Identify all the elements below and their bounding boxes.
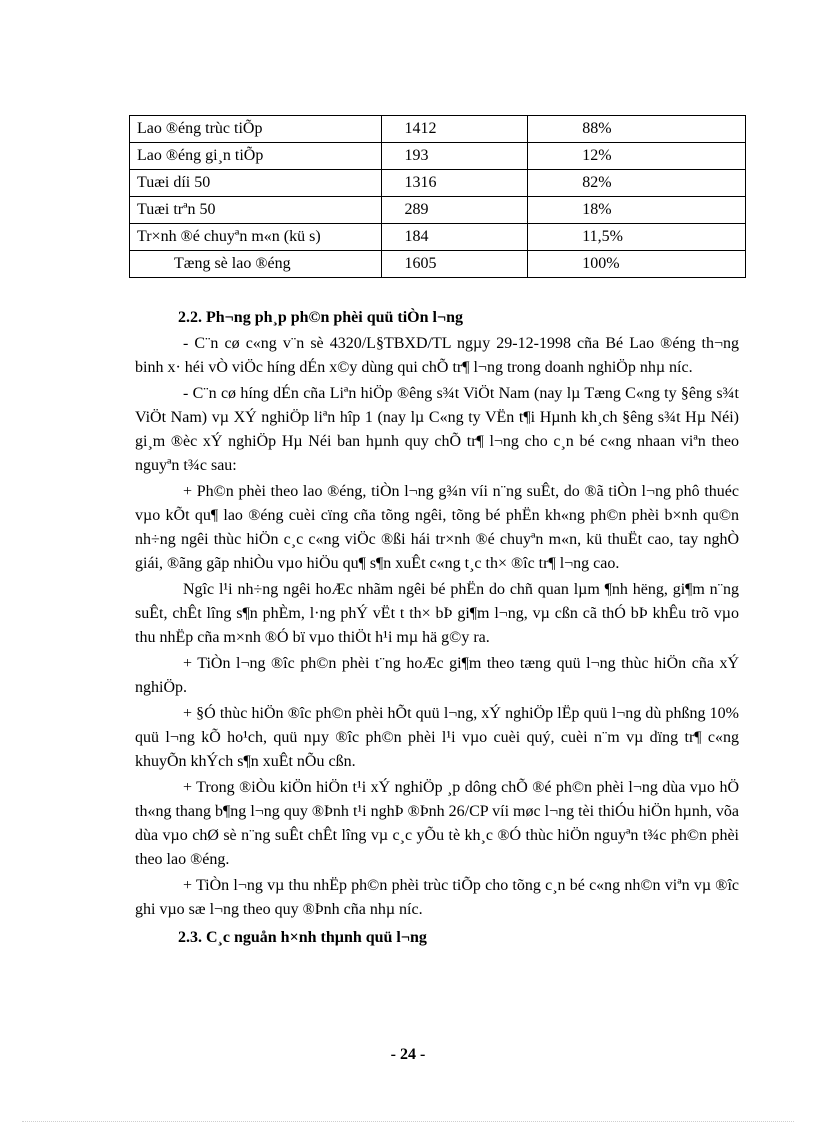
row-count: 184 xyxy=(381,224,528,251)
paragraph: - C¨n cø híng dÉn cña Liªn hiÖp ®êng s¾t ViÖt Nam (nay lµ Tæng C«ng ty §êng s¾t ViÖt Nam) vµ XÝ nghiÖp liªn hîp 1 (nay lµ C«ng ty VËn t¶i Hµnh kh¸ch §êng s¾t Hµ Néi) gi¸m ®èc xÝ nghiÖp Hµ Néi ban hµnh quy chÕ tr¶ l¬ng cho c¸n bé c«ng nhaan viªn theo nguyªn t¾c sau: xyxy=(135,385,739,474)
paragraph: + TiÒn l¬ng ®îc ph©n phèi t¨ng hoÆc gi¶m theo tæng quü l¬ng thùc hiÖn cña xÝ nghiÖp. xyxy=(135,655,739,696)
page-number: - 24 - xyxy=(390,1046,426,1063)
paragraph: + Ph©n phèi theo lao ®éng, tiÒn l¬ng g¾n víi n¨ng suÊt, do ®ã tiÒn l¬ng phô thuéc vµo kÕt qu¶ lao ®éng cuèi cïng cña tõng ngêi, tõng bé phËn kh«ng ph©n phèi b×nh qu©n nh÷ng ngêi thùc hiÖn c¸c c«ng viÖc ®ßi hái tr×nh ®é chuyªn m«n, kü thuËt cao, tay nghÒ giái, ®ãng gãp nhiÒu vµo hiÖu qu¶ s¶n xuÊt c«ng t¸c th× ®îc tr¶ l¬ng cao. xyxy=(135,483,739,572)
table-row xyxy=(130,224,746,251)
table-row xyxy=(130,116,746,143)
row-label: Lao ®éng trùc tiÕp xyxy=(130,116,382,143)
table-row xyxy=(130,197,746,224)
paragraph: + Trong ®iÒu kiÖn hiÖn t¹i xÝ nghiÖp ¸p dông chÕ ®é ph©n phèi l¬ng dùa vµo hÖ th«ng thang b¶ng l¬ng quy ®Þnh t¹i nghÞ ®Þnh 26/CP víi møc l¬ng tèi thiÓu hiÖn hµnh, võa dùa vµo chØ sè n¨ng suÊt chÊt lîng vµ c¸c yÕu tè kh¸c ®Ó thùc hiÖn nguyªn t¾c ph©n phèi theo lao ®éng. xyxy=(135,779,739,868)
paragraph: - C¨n cø c«ng v¨n sè 4320/L§TBXD/TL ngµy 29-12-1998 cña Bé Lao ®éng th¬ng binh x· héi vÒ viÖc híng dÉn x©y dùng qui chÕ tr¶ l¬ng trong doanh nghiÖp nhµ níc. xyxy=(135,335,739,376)
page-divider xyxy=(22,1121,794,1122)
labor-statistics-table xyxy=(129,115,746,278)
table-row xyxy=(130,143,746,170)
paragraph: + §Ó thùc hiÖn ®îc ph©n phèi hÕt quü l¬ng, xÝ nghiÖp lËp quü l¬ng dù phßng 10% quü l¬ng kÕ ho¹ch, quü nµy ®îc ph©n phèi l¹i vµo cuèi quý, cuèi n¨m vµ dïng tr¶ c«ng khuyÕn khÝch s¶n xuÊt nÕu cßn. xyxy=(135,705,739,770)
body-text xyxy=(135,306,739,950)
row-percent: 88% xyxy=(528,116,746,143)
row-count: 1412 xyxy=(381,116,528,143)
row-percent: 100% xyxy=(528,251,746,278)
row-label: Tuæi trªn 50 xyxy=(130,197,382,224)
row-label: Tæng sè lao ®éng xyxy=(130,251,382,278)
row-percent: 11,5% xyxy=(528,224,746,251)
row-label: Tuæi díi 50 xyxy=(130,170,382,197)
table-total-row xyxy=(130,251,746,278)
section-heading: 2.2. Ph¬ng ph¸p ph©n phèi quü tiÒn l¬ng xyxy=(178,309,463,326)
row-count: 289 xyxy=(381,197,528,224)
section-heading: 2.3. C¸c nguån h×nh thµnh quü l¬ng xyxy=(178,929,427,946)
row-count: 193 xyxy=(381,143,528,170)
row-label: Tr×nh ®é chuyªn m«n (kü s) xyxy=(130,224,382,251)
table-row xyxy=(130,170,746,197)
paragraph: Ngîc l¹i nh÷ng ngêi hoÆc nhãm ngêi bé phËn do chñ quan lµm ¶nh hëng, gi¶m n¨ng suÊt, chÊt lîng s¶n phÈm, l·ng phÝ vËt t th× bÞ gi¶m l¬ng, vµ cßn cã thÓ bÞ khÊu trõ vµo thu nhËp cña m×nh ®Ó bï vµo thiÖt h¹i mµ hä g©y ra. xyxy=(135,581,739,646)
paragraph: + TiÒn l¬ng vµ thu nhËp ph©n phèi trùc tiÕp cho tõng c¸n bé c«ng nh©n viªn vµ ®îc ghi vµo sæ l¬ng theo quy ®Þnh cña nhµ níc. xyxy=(135,877,739,918)
row-count: 1316 xyxy=(381,170,528,197)
row-percent: 18% xyxy=(528,197,746,224)
row-count: 1605 xyxy=(381,251,528,278)
row-percent: 82% xyxy=(528,170,746,197)
row-label: Lao ®éng gi¸n tiÕp xyxy=(130,143,382,170)
row-percent: 12% xyxy=(528,143,746,170)
